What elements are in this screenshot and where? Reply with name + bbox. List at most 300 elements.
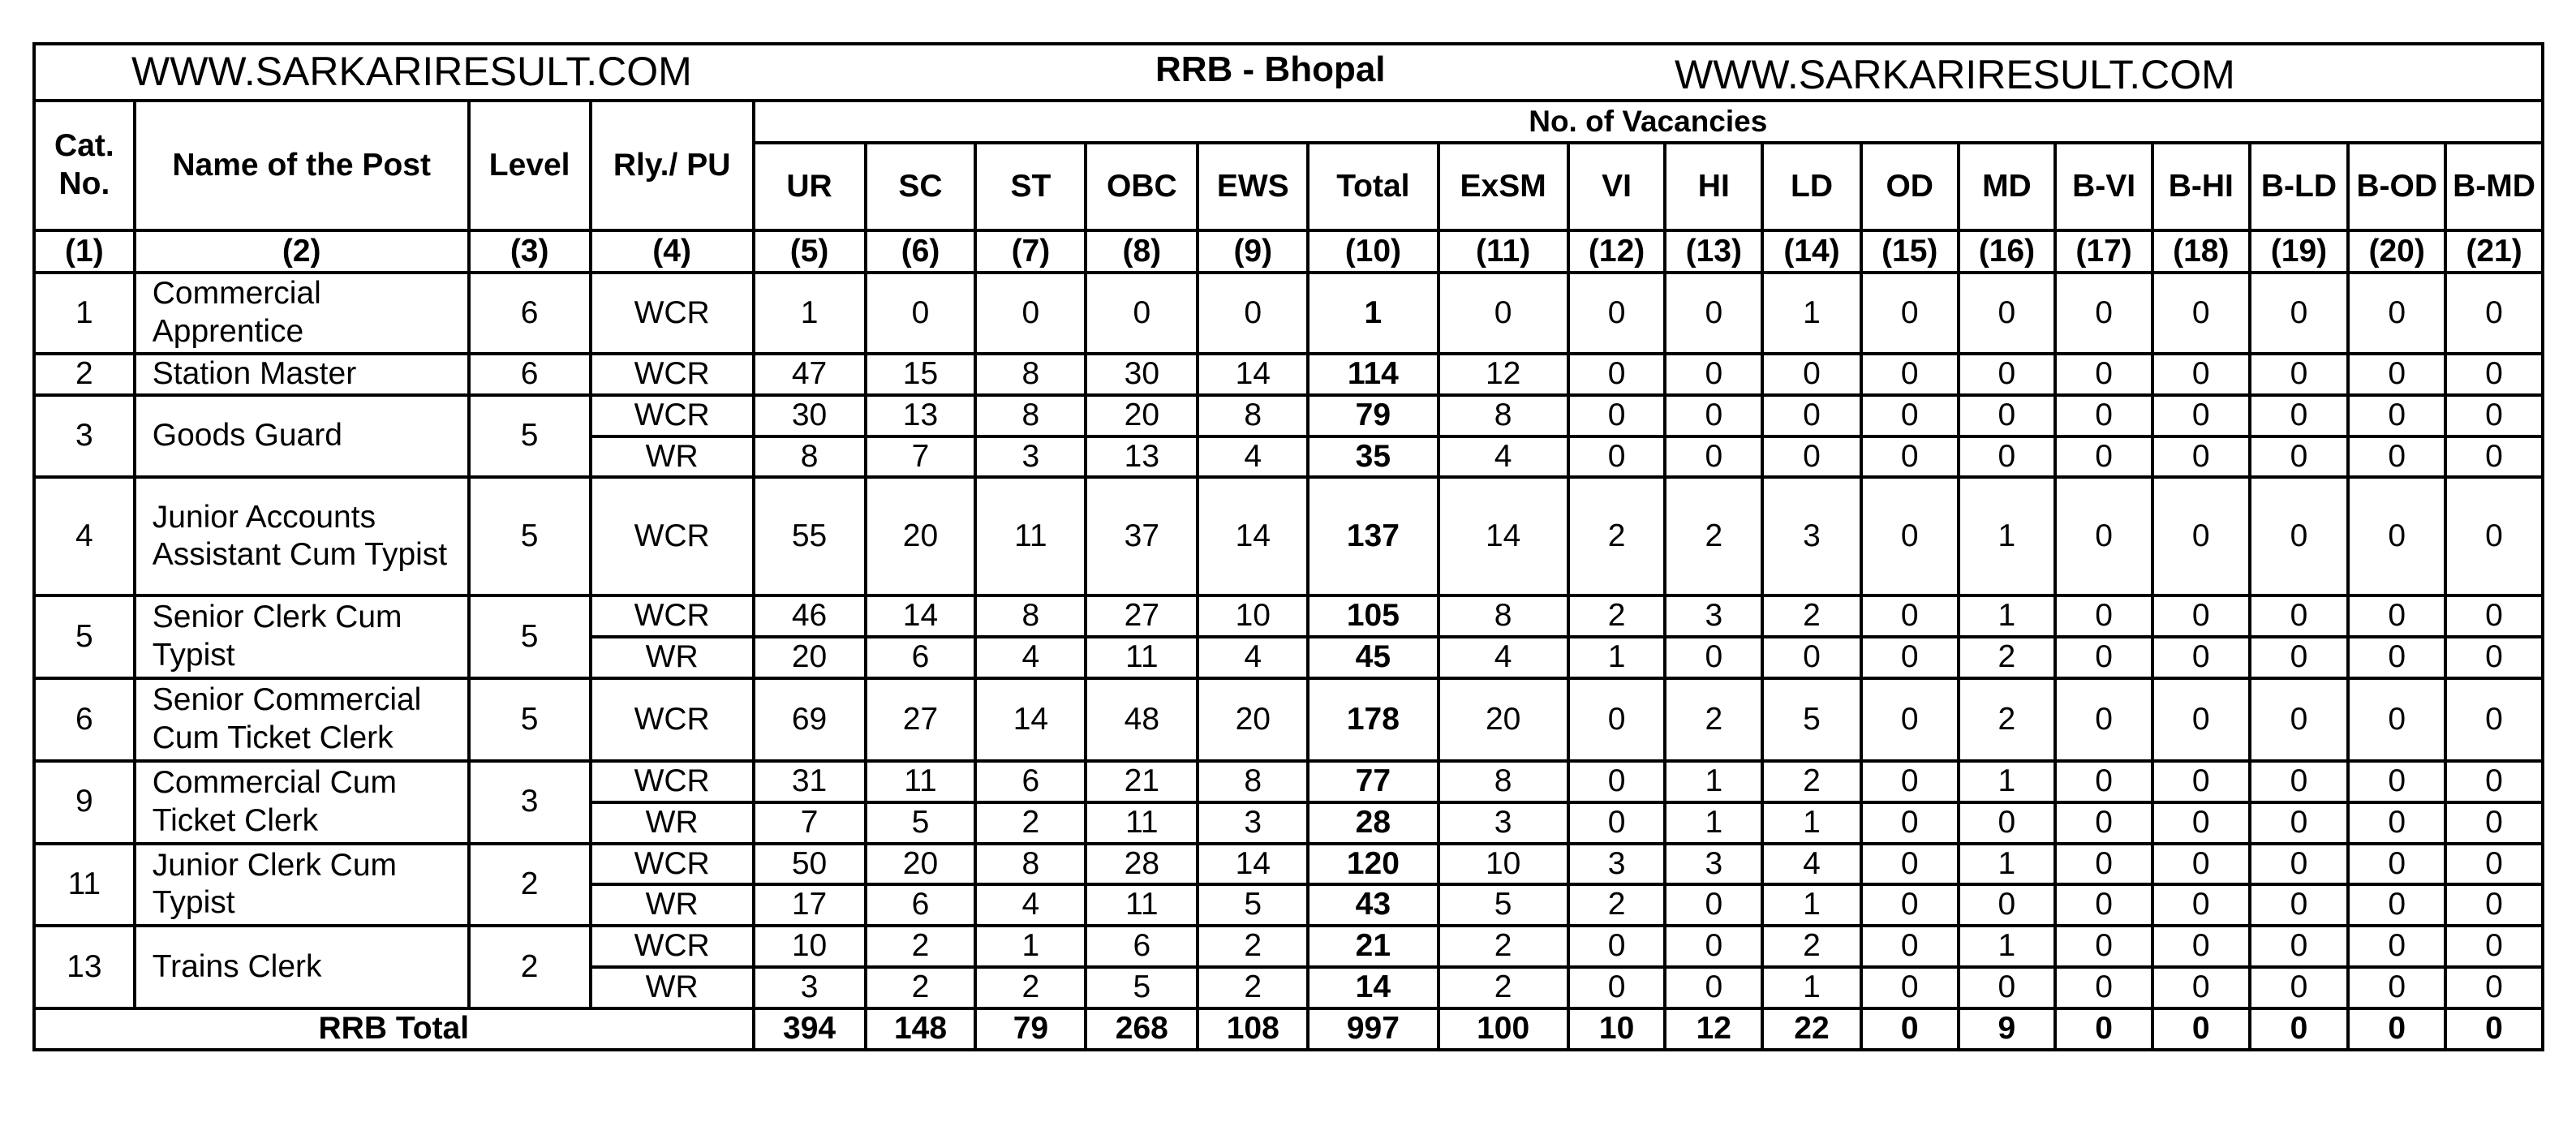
vacancy-cell: 0 [2055, 395, 2152, 436]
level-cell: 2 [469, 844, 591, 926]
vacancy-cell: 2 [975, 967, 1086, 1008]
vacancy-cell: 2 [1762, 926, 1861, 967]
vacancy-cell: 0 [1665, 884, 1762, 926]
vacancy-cell: 1 [1665, 802, 1762, 844]
vacancy-cell: 0 [2152, 761, 2250, 802]
vacancy-cell: 0 [1861, 967, 1959, 1008]
vacancy-cell: 0 [2348, 477, 2445, 595]
vacancy-cell: 3 [1665, 595, 1762, 637]
total-cell: 45 [1308, 637, 1438, 678]
vacancy-cell: 0 [1568, 354, 1666, 395]
vacancy-cell: 0 [2348, 595, 2445, 637]
column-number: (19) [2250, 230, 2349, 273]
vacancy-rows [34, 273, 2543, 1050]
vacancy-cell: 8 [1198, 761, 1308, 802]
vacancy-cell: 0 [2445, 637, 2543, 678]
level-cell: 5 [469, 477, 591, 595]
column-number: (12) [1568, 230, 1666, 273]
vacancy-cell: 0 [2152, 595, 2250, 637]
cat-no-cell: 6 [34, 678, 135, 761]
cat-no-header: Cat. No. [34, 101, 135, 230]
total-cell: 14 [1308, 967, 1438, 1008]
cat-no-cell: 3 [34, 395, 135, 478]
vacancy-cell: 14 [1198, 354, 1308, 395]
table-row [34, 678, 2543, 761]
vacancy-cell: 0 [1959, 354, 2056, 395]
level-cell: 5 [469, 678, 591, 761]
post-name-cell: Station Master [135, 354, 469, 395]
column-number: (16) [1959, 230, 2056, 273]
post-header: Name of the Post [135, 101, 469, 230]
vacancy-cell: 20 [1086, 395, 1198, 436]
vacancy-cell: 0 [1568, 802, 1666, 844]
rly-cell: WCR [591, 395, 754, 436]
vacancy-cell: 0 [1861, 436, 1959, 478]
vacancy-cell: 12 [1439, 354, 1568, 395]
vacancy-cell: 2 [1762, 595, 1861, 637]
vacancy-cell: 48 [1086, 678, 1198, 761]
vacancy-cell: 13 [1086, 436, 1198, 478]
total-cell: 43 [1308, 884, 1438, 926]
vacancy-cell: 0 [2152, 395, 2250, 436]
vacancy-cell: 3 [1665, 844, 1762, 885]
vacancy-cell: 20 [866, 477, 976, 595]
table-row [34, 395, 2543, 436]
total-value-cell: 0 [2445, 1008, 2543, 1050]
vacancy-cell: 0 [2250, 967, 2349, 1008]
vacancy-cell: 0 [2250, 477, 2349, 595]
vacancy-cell: 0 [2250, 761, 2349, 802]
total-value-cell: 0 [2055, 1008, 2152, 1050]
vacancy-cell: 28 [1086, 844, 1198, 885]
column-number: (18) [2152, 230, 2250, 273]
vacancy-cell: 8 [975, 844, 1086, 885]
vacancy-cell: 0 [2348, 436, 2445, 478]
vacancy-cell: 6 [975, 761, 1086, 802]
title-row [34, 44, 2543, 101]
total-value-cell: 0 [2152, 1008, 2250, 1050]
vacancy-cell: 0 [1568, 395, 1666, 436]
total-cell: 114 [1308, 354, 1438, 395]
vacancy-cell: 8 [1198, 395, 1308, 436]
total-cell: 21 [1308, 926, 1438, 967]
vacancy-cell: 0 [2348, 884, 2445, 926]
vacancy-cell: 3 [754, 967, 866, 1008]
vacancy-cell: 0 [2348, 926, 2445, 967]
vacancy-cell: 5 [1439, 884, 1568, 926]
vacancy-cell: 0 [1568, 967, 1666, 1008]
cat-no-cell: 11 [34, 844, 135, 926]
vacancy-cell: 1 [1762, 884, 1861, 926]
column-number: (15) [1861, 230, 1959, 273]
column-number: (5) [754, 230, 866, 273]
cat-no-cell: 5 [34, 595, 135, 678]
vacancy-cell: 0 [2250, 273, 2349, 354]
vacancy-cell: 0 [2445, 354, 2543, 395]
vacancy-cell: 3 [1568, 844, 1666, 885]
vacancy-cell: 0 [1665, 967, 1762, 1008]
vacancy-cell: 3 [1762, 477, 1861, 595]
vacancy-cell: 0 [1568, 926, 1666, 967]
vacancy-cell: 0 [2055, 926, 2152, 967]
total-value-cell: 79 [975, 1008, 1086, 1050]
vacancy-cell: 0 [2055, 595, 2152, 637]
vacancy-cell: 0 [1568, 273, 1666, 354]
total-cell: 105 [1308, 595, 1438, 637]
total-cell: 35 [1308, 436, 1438, 478]
column-number: (10) [1308, 230, 1438, 273]
vacancy-cell: 0 [866, 273, 976, 354]
vacancy-col-header: B-OD [2348, 143, 2445, 230]
rly-cell: WCR [591, 595, 754, 637]
vacancy-cell: 6 [1086, 926, 1198, 967]
vacancy-cell: 11 [1086, 802, 1198, 844]
column-number-row [34, 230, 2543, 273]
vacancy-cell: 0 [2152, 678, 2250, 761]
vacancy-cell: 0 [2152, 844, 2250, 885]
vacancy-cell: 0 [2152, 477, 2250, 595]
vacancy-cell: 14 [1198, 477, 1308, 595]
vacancy-cell: 7 [866, 436, 976, 478]
vacancy-cell: 10 [754, 926, 866, 967]
total-value-cell: 0 [1861, 1008, 1959, 1050]
vacancy-cell: 5 [1762, 678, 1861, 761]
vacancy-cell: 1 [1959, 477, 2056, 595]
cat-no-cell: 9 [34, 761, 135, 844]
column-number: (17) [2055, 230, 2152, 273]
cat-no-cell: 1 [34, 273, 135, 354]
vacancy-cell: 2 [866, 926, 976, 967]
vacancy-col-header: UR [754, 143, 866, 230]
vacancy-cell: 0 [1861, 678, 1959, 761]
vacancy-cell: 2 [1568, 884, 1666, 926]
vacancy-cell: 47 [754, 354, 866, 395]
vacancy-cell: 0 [1861, 595, 1959, 637]
vacancy-col-header: EWS [1198, 143, 1308, 230]
vacancy-cell: 0 [1665, 354, 1762, 395]
total-cell: 1 [1308, 273, 1438, 354]
rly-header: Rly./ PU [591, 101, 754, 230]
vacancy-cell: 0 [2348, 395, 2445, 436]
vacancy-cell: 0 [2445, 844, 2543, 885]
vacancy-cell: 20 [1439, 678, 1568, 761]
vacancy-cell: 1 [1762, 967, 1861, 1008]
level-cell: 3 [469, 761, 591, 844]
vacancy-cell: 0 [1959, 802, 2056, 844]
vacancy-cell: 20 [866, 844, 976, 885]
cat-no-cell: 2 [34, 354, 135, 395]
vacancy-cell: 0 [2055, 967, 2152, 1008]
vacancy-col-header: HI [1665, 143, 1762, 230]
rly-cell: WCR [591, 761, 754, 802]
vacancies-header: No. of Vacancies [754, 101, 2543, 143]
post-name-cell: Senior Commercial Cum Ticket Clerk [135, 678, 469, 761]
total-value-cell: 394 [754, 1008, 866, 1050]
vacancy-cell: 27 [866, 678, 976, 761]
vacancy-col-header: OBC [1086, 143, 1198, 230]
vacancy-cell: 0 [2445, 967, 2543, 1008]
vacancy-cell: 46 [754, 595, 866, 637]
vacancy-cell: 20 [1198, 678, 1308, 761]
column-number: (7) [975, 230, 1086, 273]
vacancy-cell: 21 [1086, 761, 1198, 802]
vacancy-col-header: B-MD [2445, 143, 2543, 230]
vacancy-cell: 0 [1568, 761, 1666, 802]
vacancy-cell: 13 [866, 395, 976, 436]
vacancy-cell: 0 [2152, 802, 2250, 844]
vacancy-cell: 5 [866, 802, 976, 844]
vacancy-cell: 0 [1665, 273, 1762, 354]
vacancy-cell: 0 [1439, 273, 1568, 354]
vacancy-cell: 0 [1861, 802, 1959, 844]
column-number: (6) [866, 230, 976, 273]
level-cell: 5 [469, 595, 591, 678]
vacancy-cell: 0 [1861, 844, 1959, 885]
vacancy-col-header: LD [1762, 143, 1861, 230]
vacancy-cell: 0 [2250, 637, 2349, 678]
vacancy-cell: 69 [754, 678, 866, 761]
vacancy-cell: 0 [2348, 802, 2445, 844]
total-value-cell: 997 [1308, 1008, 1438, 1050]
vacancy-cell: 7 [754, 802, 866, 844]
column-number: (21) [2445, 230, 2543, 273]
vacancy-col-header: B-HI [2152, 143, 2250, 230]
vacancy-cell: 0 [2055, 844, 2152, 885]
vacancy-cell: 0 [2445, 802, 2543, 844]
post-name-cell: Senior Clerk Cum Typist [135, 595, 469, 678]
post-name-cell: Junior Clerk Cum Typist [135, 844, 469, 926]
vacancy-cell: 1 [1959, 595, 2056, 637]
rly-cell: WCR [591, 678, 754, 761]
vacancy-cell: 0 [2055, 354, 2152, 395]
vacancy-cell: 8 [1439, 761, 1568, 802]
vacancy-cell: 0 [2152, 273, 2250, 354]
table-row [34, 761, 2543, 802]
rly-cell: WR [591, 436, 754, 478]
site-name-right: WWW.SARKARIRESULT.COM [1675, 52, 2235, 97]
rly-cell: WR [591, 637, 754, 678]
total-cell: 77 [1308, 761, 1438, 802]
level-header: Level [469, 101, 591, 230]
vacancy-cell: 2 [1959, 678, 2056, 761]
vacancy-cell: 0 [1762, 436, 1861, 478]
level-cell: 6 [469, 354, 591, 395]
vacancy-cell: 8 [975, 395, 1086, 436]
vacancy-cell: 0 [2055, 637, 2152, 678]
column-number: (8) [1086, 230, 1198, 273]
vacancy-sheet [32, 42, 2544, 1051]
vacancy-cell: 0 [2348, 354, 2445, 395]
vacancy-cell: 0 [2445, 884, 2543, 926]
page-title: RRB - Bhopal [1155, 49, 1386, 89]
vacancy-cell: 0 [2250, 436, 2349, 478]
vacancy-cell: 0 [1861, 926, 1959, 967]
vacancy-cell: 1 [754, 273, 866, 354]
vacancy-cell: 2 [1665, 477, 1762, 595]
rly-cell: WCR [591, 926, 754, 967]
vacancy-cell: 37 [1086, 477, 1198, 595]
vacancy-cell: 10 [1439, 844, 1568, 885]
column-number: (14) [1762, 230, 1861, 273]
vacancy-col-header: B-VI [2055, 143, 2152, 230]
vacancy-cell: 0 [2445, 436, 2543, 478]
vacancy-cell: 11 [1086, 637, 1198, 678]
level-cell: 2 [469, 926, 591, 1008]
column-number: (9) [1198, 230, 1308, 273]
vacancy-cell: 0 [2055, 802, 2152, 844]
table-row [34, 926, 2543, 967]
vacancy-cell: 30 [754, 395, 866, 436]
total-cell: 178 [1308, 678, 1438, 761]
column-number: (3) [469, 230, 591, 273]
vacancy-cell: 0 [2348, 678, 2445, 761]
level-cell: 5 [469, 395, 591, 478]
vacancy-cell: 2 [1762, 761, 1861, 802]
title-cell [34, 44, 2543, 101]
vacancy-cell: 1 [1568, 637, 1666, 678]
vacancy-cell: 0 [1665, 395, 1762, 436]
vacancy-cell: 14 [1439, 477, 1568, 595]
vacancy-cell: 0 [2250, 395, 2349, 436]
vacancy-cell: 0 [2348, 967, 2445, 1008]
column-number: (2) [135, 230, 469, 273]
vacancy-cell: 0 [2055, 884, 2152, 926]
vacancy-cell: 3 [1198, 802, 1308, 844]
vacancy-cell: 8 [975, 595, 1086, 637]
vacancy-cell: 0 [2055, 761, 2152, 802]
vacancy-cell: 0 [1762, 354, 1861, 395]
vacancy-cell: 11 [1086, 884, 1198, 926]
vacancy-cell: 17 [754, 884, 866, 926]
vacancy-cell: 55 [754, 477, 866, 595]
vacancy-cell: 15 [866, 354, 976, 395]
cat-no-cell: 4 [34, 477, 135, 595]
vacancy-cell: 5 [1198, 884, 1308, 926]
vacancy-cell: 10 [1198, 595, 1308, 637]
vacancy-cell: 1 [1762, 802, 1861, 844]
vacancy-cell: 8 [754, 436, 866, 478]
site-name-left: WWW.SARKARIRESULT.COM [131, 49, 692, 94]
vacancy-cell: 0 [2055, 436, 2152, 478]
vacancy-cell: 0 [2445, 273, 2543, 354]
vacancy-cell: 0 [1568, 678, 1666, 761]
vacancy-cell: 14 [975, 678, 1086, 761]
table-row [34, 844, 2543, 885]
cat-no-cell: 13 [34, 926, 135, 1008]
vacancy-cell: 6 [866, 637, 976, 678]
vacancy-cell: 2 [1439, 967, 1568, 1008]
vacancy-table [32, 42, 2544, 1051]
vacancy-cell: 0 [2250, 354, 2349, 395]
vacancy-cell: 0 [2152, 637, 2250, 678]
vacancy-cell: 0 [2250, 595, 2349, 637]
post-name-cell: Goods Guard [135, 395, 469, 478]
vacancy-cell: 0 [1086, 273, 1198, 354]
vacancy-cell: 0 [2250, 844, 2349, 885]
rly-cell: WCR [591, 477, 754, 595]
vacancy-cell: 0 [1959, 884, 2056, 926]
vacancy-cell: 8 [975, 354, 1086, 395]
vacancy-cell: 11 [866, 761, 976, 802]
vacancy-cell: 6 [866, 884, 976, 926]
column-number: (11) [1439, 230, 1568, 273]
vacancy-cell: 50 [754, 844, 866, 885]
vacancy-cell: 2 [1439, 926, 1568, 967]
vacancy-cell: 30 [1086, 354, 1198, 395]
vacancy-cell: 0 [2445, 477, 2543, 595]
vacancy-cell: 0 [2152, 926, 2250, 967]
vacancy-cell: 3 [1439, 802, 1568, 844]
post-name-cell: Commercial Cum Ticket Clerk [135, 761, 469, 844]
vacancy-cell: 0 [2348, 273, 2445, 354]
level-cell: 6 [469, 273, 591, 354]
post-name-cell: Commercial Apprentice [135, 273, 469, 354]
vacancy-col-header: OD [1861, 143, 1959, 230]
rrb-total-label: RRB Total [34, 1008, 754, 1050]
vacancy-cell: 2 [1568, 477, 1666, 595]
total-cell: 137 [1308, 477, 1438, 595]
vacancy-cell: 14 [1198, 844, 1308, 885]
vacancy-cell: 27 [1086, 595, 1198, 637]
vacancy-cell: 0 [1959, 273, 2056, 354]
column-number: (13) [1665, 230, 1762, 273]
total-value-cell: 148 [866, 1008, 976, 1050]
table-row [34, 477, 2543, 595]
vacancy-cell: 2 [975, 802, 1086, 844]
total-cell: 120 [1308, 844, 1438, 885]
vacancy-cell: 2 [1198, 926, 1308, 967]
vacancy-cell: 0 [1861, 273, 1959, 354]
vacancy-cell: 4 [975, 884, 1086, 926]
total-value-cell: 100 [1439, 1008, 1568, 1050]
vacancy-col-header: ST [975, 143, 1086, 230]
vacancy-cell: 0 [2348, 637, 2445, 678]
vacancy-cell: 0 [2445, 761, 2543, 802]
vacancy-cell: 20 [754, 637, 866, 678]
post-name-cell: Trains Clerk [135, 926, 469, 1008]
vacancy-cell: 0 [1959, 436, 2056, 478]
vacancy-cell: 1 [1959, 926, 2056, 967]
column-number: (4) [591, 230, 754, 273]
vacancy-cell: 0 [1861, 761, 1959, 802]
header-row-1 [34, 101, 2543, 143]
vacancy-cell: 11 [975, 477, 1086, 595]
vacancy-cell: 2 [1568, 595, 1666, 637]
vacancy-cell: 0 [1762, 637, 1861, 678]
vacancy-cell: 2 [1198, 967, 1308, 1008]
total-value-cell: 22 [1762, 1008, 1861, 1050]
vacancy-cell: 1 [1665, 761, 1762, 802]
vacancy-cell: 8 [1439, 395, 1568, 436]
vacancy-col-header: ExSM [1439, 143, 1568, 230]
vacancy-cell: 0 [975, 273, 1086, 354]
vacancy-cell: 0 [1198, 273, 1308, 354]
vacancy-cell: 0 [1665, 436, 1762, 478]
vacancy-col-header: Total [1308, 143, 1438, 230]
vacancy-cell: 2 [866, 967, 976, 1008]
vacancy-cell: 0 [1665, 926, 1762, 967]
rly-cell: WCR [591, 273, 754, 354]
total-cell: 79 [1308, 395, 1438, 436]
vacancy-cell: 0 [2250, 884, 2349, 926]
total-value-cell: 9 [1959, 1008, 2056, 1050]
vacancy-cell: 0 [2055, 477, 2152, 595]
vacancy-cell: 0 [2445, 678, 2543, 761]
vacancy-cell: 0 [2445, 395, 2543, 436]
vacancy-cell: 0 [2055, 273, 2152, 354]
vacancy-cell: 0 [2250, 802, 2349, 844]
vacancy-cell: 5 [1086, 967, 1198, 1008]
